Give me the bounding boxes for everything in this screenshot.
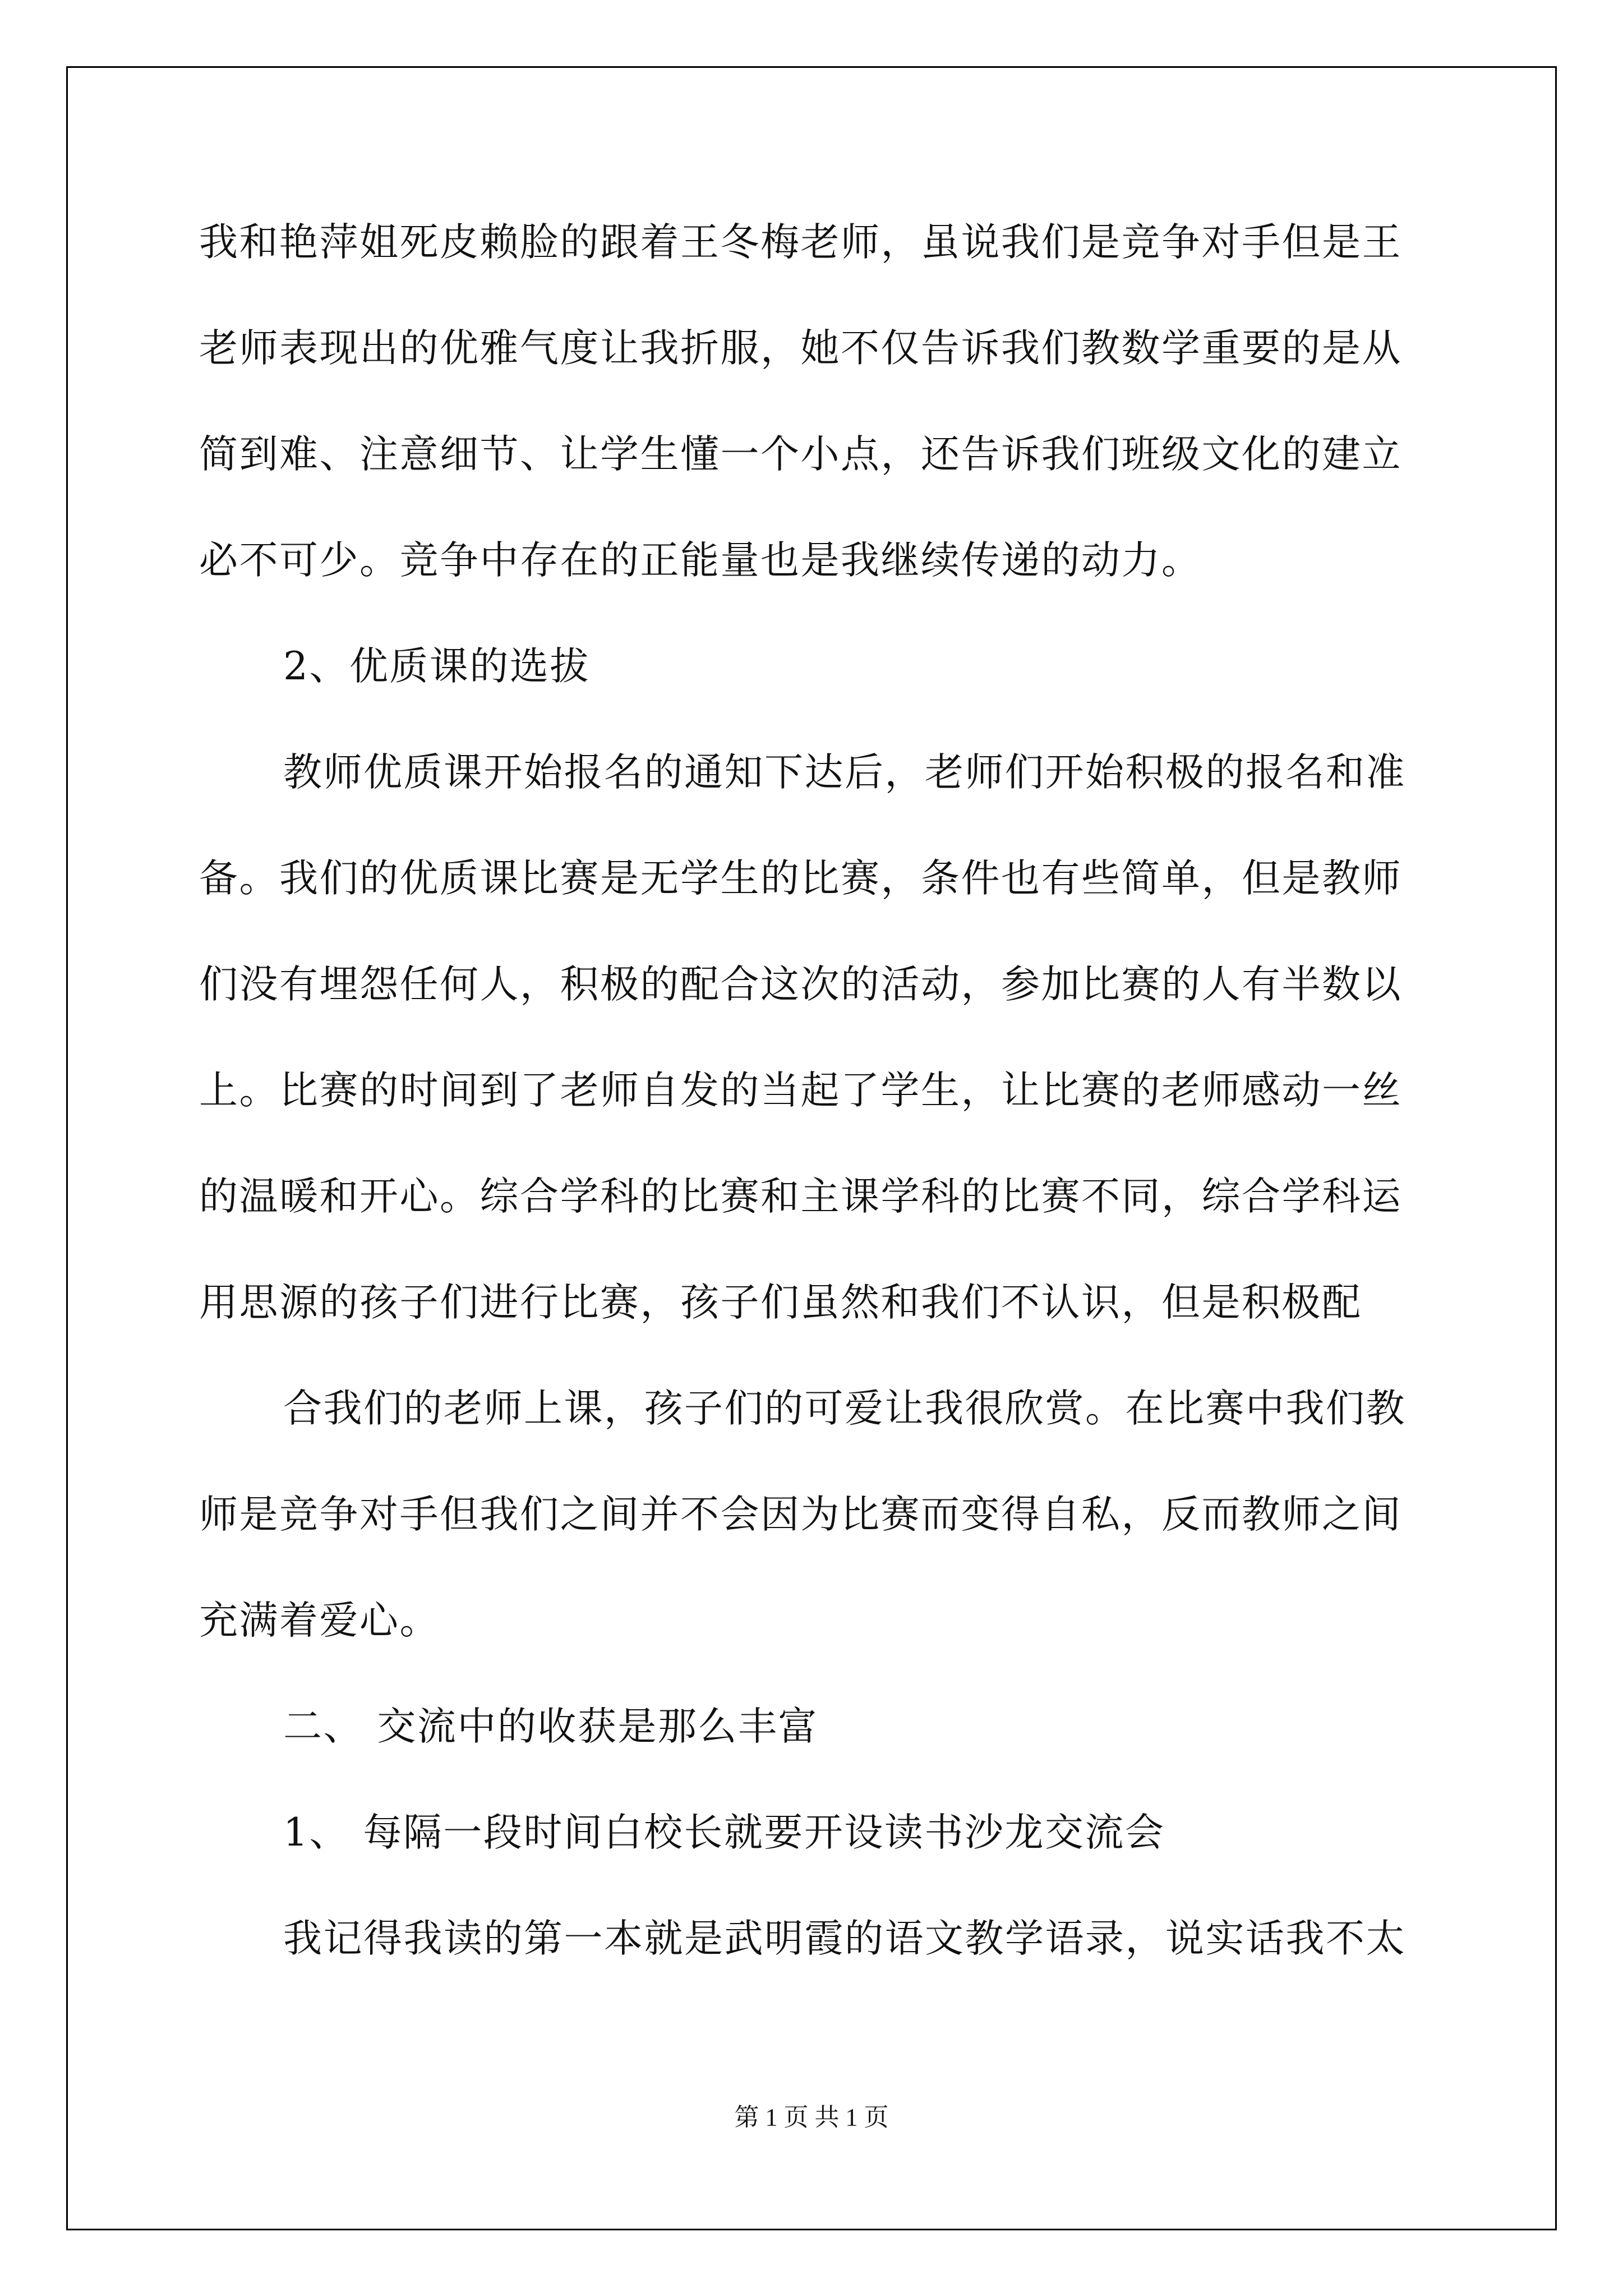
section-heading: 2、优质课的选拔 bbox=[283, 644, 590, 689]
section-heading: 二、 交流中的收获是那么丰富 bbox=[283, 1704, 818, 1749]
text-line: 上。比赛的时间到了老师自发的当起了学生，让比赛的老师感动一丝 bbox=[199, 1068, 1402, 1113]
text-line: 我和艳萍姐死皮赖脸的跟着王冬梅老师，虽说我们是竞争对手但是王 bbox=[199, 220, 1402, 265]
text-line: 必不可少。竞争中存在的正能量也是我继续传递的动力。 bbox=[199, 538, 1202, 583]
text-line: 用思源的孩子们进行比赛，孩子们虽然和我们不认识，但是积极配 bbox=[199, 1280, 1362, 1325]
text-line: 充满着爱心。 bbox=[199, 1598, 440, 1643]
text-line: 合我们的老师上课，孩子们的可爱让我很欣赏。在比赛中我们教 bbox=[283, 1386, 1406, 1431]
text-line: 的温暖和开心。综合学科的比赛和主课学科的比赛不同，综合学科运 bbox=[199, 1174, 1402, 1219]
text-line: 备。我们的优质课比赛是无学生的比赛，条件也有些简单，但是教师 bbox=[199, 856, 1402, 901]
text-line: 老师表现出的优雅气度让我折服，她不仅告诉我们教数学重要的是从 bbox=[199, 326, 1402, 371]
page-footer: 第 1 页 共 1 页 bbox=[734, 2104, 889, 2131]
text-line: 师是竞争对手但我们之间并不会因为比赛而变得自私，反而教师之间 bbox=[199, 1492, 1402, 1537]
text-line: 我记得我读的第一本就是武明霞的语文教学语录，说实话我不太 bbox=[283, 1916, 1406, 1961]
subsection-heading: 1、 每隔一段时间白校长就要开设读书沙龙交流会 bbox=[283, 1810, 1165, 1855]
text-line: 教师优质课开始报名的通知下达后，老师们开始积极的报名和准 bbox=[283, 750, 1406, 795]
text-line: 们没有埋怨任何人，积极的配合这次的活动，参加比赛的人有半数以 bbox=[199, 962, 1402, 1007]
text-line: 简到难、注意细节、让学生懂一个小点，还告诉我们班级文化的建立 bbox=[199, 432, 1402, 477]
